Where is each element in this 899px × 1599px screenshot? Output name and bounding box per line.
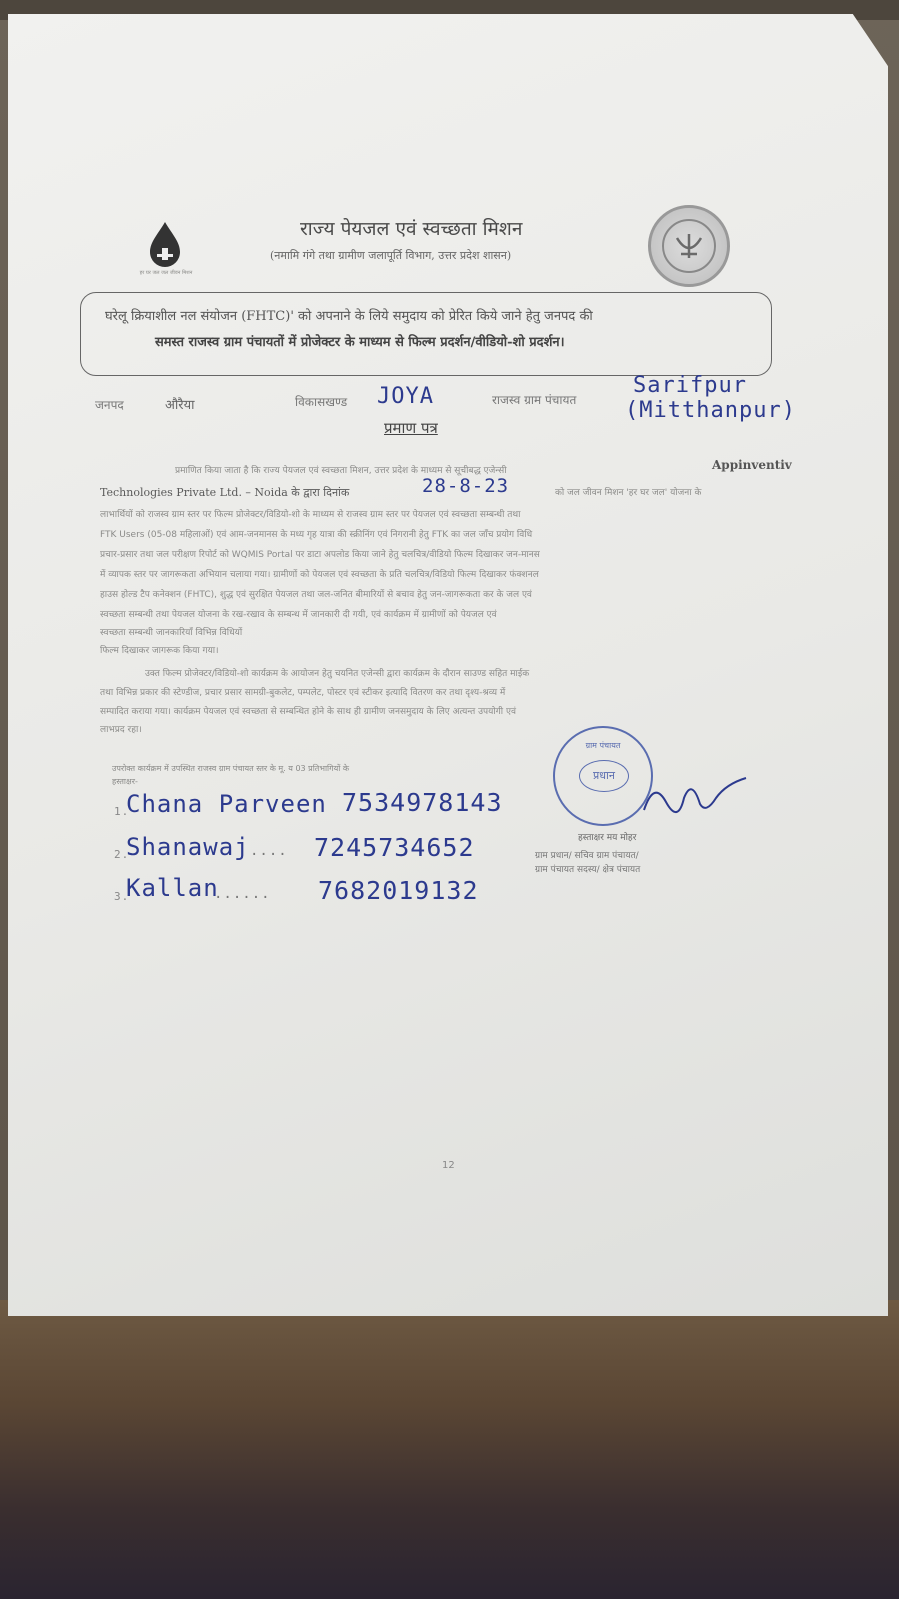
witness-phone: 7534978143 bbox=[342, 788, 503, 817]
pradhan-signature-icon bbox=[640, 770, 750, 820]
witness-dots: .... bbox=[250, 843, 288, 859]
panchayat-label: राजस्व ग्राम पंचायत bbox=[492, 393, 577, 407]
para2-line: सम्पादित कराया गया। कार्यक्रम पेयजल एवं स्वच्छता से सम्बन्धित होने के साथ ही ग्रामीण जनसमुदाय के लिए अत्यन्त उपयोगी एवं bbox=[100, 707, 516, 717]
signatory-caption-2: ग्राम पंचायत सदस्य/ क्षेत्र पंचायत bbox=[535, 865, 641, 875]
witness-phone: 7682019132 bbox=[318, 876, 479, 905]
body-line: हाउस होल्ड टैप कनेक्शन (FHTC), शुद्ध एवं सुरक्षित पेयजल तथा जल-जनित बीमारियों से बचाव हेतु जन-जागरूकता कर के जल एवं bbox=[100, 590, 532, 600]
body-line: स्वच्छता सम्बन्धी तथा पेयजल योजना के रख-रखाव के सम्बन्ध में जानकारी दी गयी, एवं कार्यक्रम में ग्रामीणों को पेयजल एवं bbox=[100, 610, 497, 620]
witness-intro: उपरोक्त कार्यक्रम में उपस्थित राजस्व ग्राम पंचायत स्तर के मू. य 03 प्रतिभागियों के bbox=[112, 764, 350, 773]
block-label: विकासखण्ड bbox=[295, 395, 348, 409]
up-government-emblem-icon bbox=[648, 205, 730, 287]
witness-number: 3. bbox=[114, 890, 130, 903]
para2-line: उक्त फिल्म प्रोजेक्टर/विडियो-शो कार्यक्रम के आयोजन हेतु चयनित एजेन्सी द्वारा कार्यक्रम के दौरान साउण्ड सहित माईक bbox=[145, 669, 530, 679]
witness-name: Shanawaj bbox=[126, 833, 250, 861]
agency-line: Technologies Private Ltd. – Noida के द्वारा दिनांक bbox=[100, 486, 350, 499]
stamp-inner-text: प्रधान bbox=[579, 760, 629, 792]
panchayat-value-1: Sarifpur bbox=[633, 373, 747, 398]
witness-dots: ...... bbox=[214, 886, 271, 902]
body-line: लाभार्थियों को राजस्व ग्राम स्तर पर फिल्म प्रोजेक्टर/विडियो-शो के माध्यम से राजस्व ग्राम स्तर पर पेयजल एवं स्वच्छता सम्बन्धी तथा bbox=[100, 510, 521, 520]
page-number: 12 bbox=[442, 1160, 455, 1171]
witness-name: Kallan bbox=[126, 874, 219, 902]
stamp-outer-text: ग्राम पंचायत bbox=[585, 741, 621, 750]
body-line: स्वच्छता सम्बन्धी जानकारियाँ विभिन्न विधियों bbox=[100, 628, 243, 638]
body-line: प्रचार-प्रसार तथा जल परीक्षण रिपोर्ट को WQMIS Portal पर डाटा अपलोड किया जाने हेतु चलचित्र/वीडियो फिल्म दिखाकर जन-मानस bbox=[100, 550, 540, 560]
para2-line: लाभप्रद रहा। bbox=[100, 725, 142, 735]
witness-number: 1. bbox=[114, 805, 130, 818]
program-date: 28-8-23 bbox=[422, 475, 510, 497]
witness-intro-2: हस्ताक्षर- bbox=[112, 777, 138, 786]
certificate-title: प्रमाण पत्र bbox=[384, 419, 438, 437]
witness-name: Chana Parveen bbox=[126, 790, 327, 818]
body-line: में व्यापक स्तर पर जागरूकता अभियान चलाया गया। ग्रामीणों को पेयजल एवं स्वच्छता के प्रति चलचित्र/विडियो फिल्म दिखाकर फंक्शनल bbox=[100, 570, 539, 580]
agency-name: Appinventiv bbox=[712, 458, 792, 472]
background-floor bbox=[0, 1300, 899, 1599]
org-subtitle: (नमामि गंगे तथा ग्रामीण जलापूर्ति विभाग, उत्तर प्रदेश शासन) bbox=[270, 249, 512, 262]
seal-label: हस्ताक्षर मय मोहर bbox=[578, 833, 637, 843]
block-value: JOYA bbox=[377, 384, 434, 409]
date-suffix: को जल जीवन मिशन 'हर घर जल' योजना के bbox=[555, 488, 702, 498]
panchayat-value-2: (Mitthanpur) bbox=[625, 398, 796, 423]
body-line: फिल्म दिखाकर जागरूक किया गया। bbox=[100, 646, 219, 656]
banner-line-1: घरेलू क्रियाशील नल संयोजन (FHTC)' को अपनाने के लिये समुदाय को प्रेरित किये जाने हेतु जनपद की bbox=[105, 309, 593, 324]
org-title: राज्य पेयजल एवं स्वच्छता मिशन bbox=[300, 218, 523, 240]
district-label: जनपद bbox=[95, 398, 124, 412]
banner-line-2: समस्त राजस्व ग्राम पंचायतों में प्रोजेक्टर के माध्यम से फिल्म प्रदर्शन/वीडियो-शो प्रदर्शन। bbox=[155, 335, 565, 350]
para2-line: तथा विभिन्न प्रकार की स्टेण्डीज, प्रचार प्रसार सामग्री-बुकलेट, पम्पलेट, पोस्टर एवं स्टीकर इत्यादि वितरण कर तथा दृश्य-श्रव्य में bbox=[100, 688, 506, 698]
body-line: FTK Users (05-08 महिलाओं) एवं आम-जनमानस के मध्य गृह यात्रा की स्क्रीनिंग एवं निगरानी हेतु FTK का जल जाँच प्रयोग विधि bbox=[100, 530, 533, 540]
body-intro-line: प्रमाणित किया जाता है कि राज्य पेयजल एवं स्वच्छता मिशन, उत्तर प्रदेश के माध्यम से सूचीबद्ध एजेन्सी bbox=[175, 466, 507, 476]
witness-number: 2. bbox=[114, 848, 130, 861]
witness-phone: 7245734652 bbox=[314, 833, 475, 862]
district-value: औरैया bbox=[165, 398, 195, 413]
logo-caption: हर घर जल जल जीवन मिशन bbox=[139, 270, 193, 276]
document-page bbox=[8, 14, 888, 1316]
signatory-caption-1: ग्राम प्रधान/ सचिव ग्राम पंचायत/ bbox=[535, 851, 639, 861]
pradhan-seal-stamp bbox=[553, 726, 653, 826]
